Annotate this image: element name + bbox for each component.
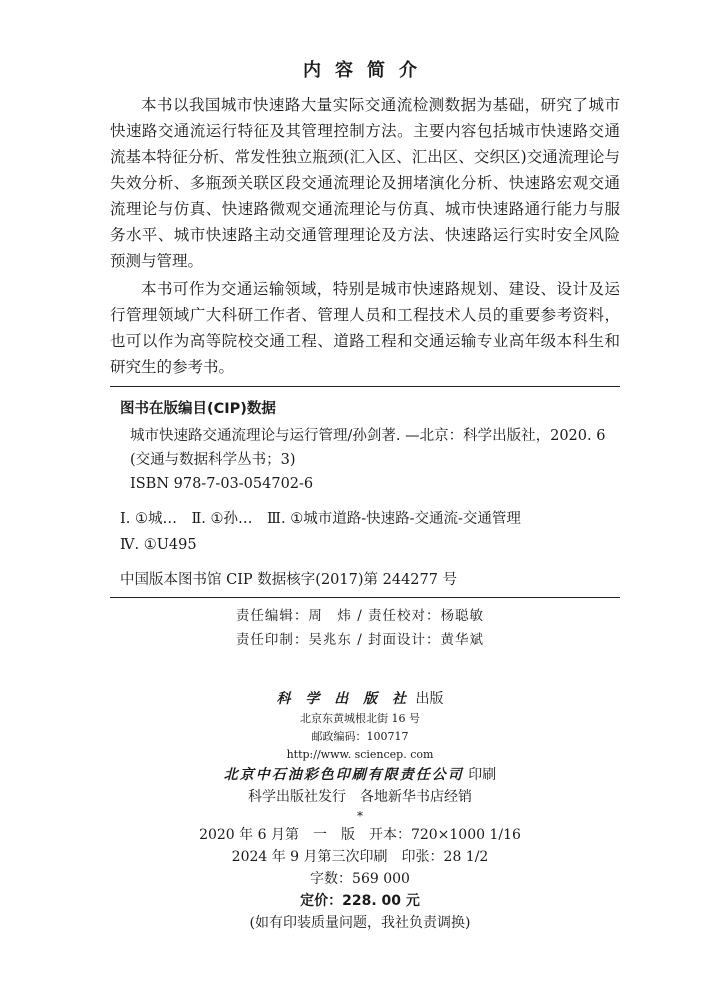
- cip-isbn: ISBN 978-7-03-054702-6: [130, 476, 314, 492]
- cip-heading: 图书在版编目(CIP)数据: [120, 401, 276, 417]
- printer-line: [0, 764, 720, 786]
- printer-name: 北京中石油彩色印刷有限责任公司: [223, 767, 464, 783]
- publisher-url: http://www. sciencep. com: [286, 748, 434, 761]
- cip-series: (交通与数据科学丛书；3): [130, 452, 296, 468]
- intro-paragraph-1: 本书以我国城市快速路大量实际交通流检测数据为基础，研究了城市快速路交通流运行特征及其管理控制方法。主要内容包括城市快速路交通流基本特征分析、常发性独立瓶颈(汇入区、汇出区、交织区)交通流理论与失效分析、多瓶颈关联区段交通流理论及拥堵演化分析、快速路宏观交通流理论与仿真、快速路微观交通流理论与仿真、城市快速路通行能力与服务水平、城市快速路主动交通管理理论及方法、快速路运行实时安全风险预测与管理。: [110, 96, 620, 270]
- printer-suffix: 印刷: [468, 767, 497, 783]
- cip-check-number: 中国版本图书馆 CIP 数据核字(2017)第 244277 号: [120, 572, 458, 588]
- credits-editors: 责任编辑：周 炜 / 责任校对：杨聪敏: [235, 608, 485, 624]
- publisher-suffix: 出版: [415, 691, 444, 707]
- price: 定价：228. 00 元: [300, 893, 420, 909]
- printing-info: 2024 年 9 月第三次印刷 印张：28 1/2: [231, 849, 489, 865]
- intro-body: [110, 92, 620, 382]
- publisher-line: [0, 688, 720, 710]
- cip-block: [110, 386, 620, 598]
- cip-classification-2: Ⅳ. ①U495: [120, 537, 197, 553]
- cip-classification-1: Ⅰ. ①城… Ⅱ. ①孙… Ⅲ. ①城市道路-快速路-交通流-交通管理: [120, 511, 521, 527]
- star-divider: *: [357, 809, 363, 823]
- distribution: 科学出版社发行 各地新华书店经销: [248, 789, 472, 805]
- publisher-block: [0, 688, 720, 934]
- edition-info: 2020 年 6 月第 一 版 开本：720×1000 1/16: [199, 827, 521, 843]
- publisher-address: 北京东黄城根北街 16 号: [300, 712, 420, 725]
- credits: [0, 604, 720, 652]
- intro-title: 内容简介: [303, 60, 431, 81]
- word-count: 字数：569 000: [310, 871, 410, 887]
- credits-production: 责任印制：吴兆东 / 封面设计：黄华斌: [235, 632, 485, 648]
- intro-paragraph-2: 本书可作为交通运输领域，特别是城市快速路规划、建设、设计及运行管理领域广大科研工作者、管理人员和工程技术人员的重要参考资料，也可以作为高等院校交通工程、道路工程和交通运输专业高年级本科生和研究生的参考书。: [110, 280, 620, 376]
- quality-notice: (如有印装质量问题，我社负责调换): [249, 915, 471, 931]
- publisher-name: 科 学 出 版 社: [276, 691, 412, 707]
- publisher-postcode: 邮政编码：100717: [311, 730, 409, 743]
- cip-record: 城市快速路交通流理论与运行管理/孙剑著. —北京：科学出版社，2020. 6: [130, 428, 606, 444]
